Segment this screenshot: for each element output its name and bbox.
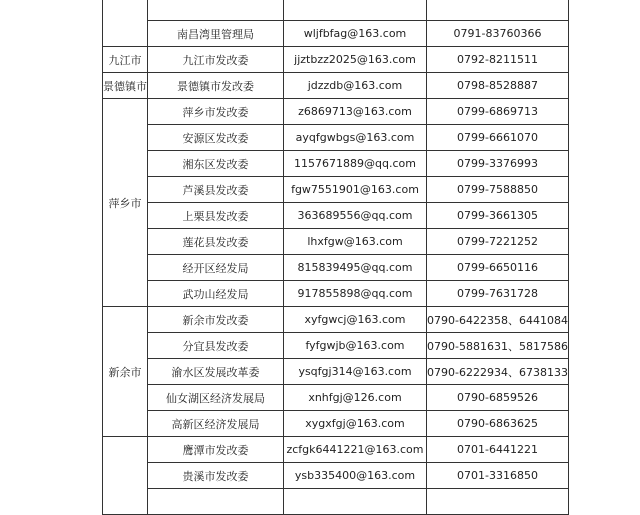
table-row	[103, 99, 569, 125]
table-row	[103, 125, 569, 151]
table-row	[103, 385, 569, 411]
table-row	[103, 229, 569, 255]
email-cell: 363689556@qq.com	[284, 203, 427, 229]
phone-cell: 0701-3316850	[427, 463, 569, 489]
table-row	[103, 463, 569, 489]
email-cell: jjztbzz2025@163.com	[284, 47, 427, 73]
phone-cell: 0790-6859526	[427, 385, 569, 411]
table-row	[103, 281, 569, 307]
department-cell: 安源区发改委	[148, 125, 284, 151]
phone-cell: 0790-6863625	[427, 411, 569, 437]
department-cell: 萍乡市发改委	[148, 99, 284, 125]
phone-cell: 0701-6441221	[427, 437, 569, 463]
table-row	[103, 255, 569, 281]
table-row	[103, 151, 569, 177]
department-cell	[148, 489, 284, 515]
phone-cell: 0799-6869713	[427, 99, 569, 125]
department-cell: 贵溪市发改委	[148, 463, 284, 489]
email-cell: fgw7551901@163.com	[284, 177, 427, 203]
phone-cell: 0790-5881631、5817586	[427, 333, 569, 359]
phone-cell: 0799-3661305	[427, 203, 569, 229]
table-row	[103, 47, 569, 73]
email-cell: xnhfgj@126.com	[284, 385, 427, 411]
department-cell: 湘东区发改委	[148, 151, 284, 177]
city-cell: 九江市	[103, 47, 148, 73]
department-cell: 经开区经发局	[148, 255, 284, 281]
department-cell	[148, 0, 284, 21]
phone-cell	[427, 489, 569, 515]
email-cell: wljfbfag@163.com	[284, 21, 427, 47]
phone-cell	[427, 0, 569, 21]
phone-cell: 0799-7221252	[427, 229, 569, 255]
email-cell: 917855898@qq.com	[284, 281, 427, 307]
department-cell: 分宜县发改委	[148, 333, 284, 359]
table-row	[103, 21, 569, 47]
email-cell: ysqfgj314@163.com	[284, 359, 427, 385]
email-cell: lhxfgw@163.com	[284, 229, 427, 255]
city-cell	[103, 0, 148, 47]
city-cell: 景德镇市	[103, 73, 148, 99]
department-cell: 渝水区发展改革委	[148, 359, 284, 385]
table-row	[103, 411, 569, 437]
department-cell: 鹰潭市发改委	[148, 437, 284, 463]
table-row	[103, 437, 569, 463]
phone-cell: 0791-83760366	[427, 21, 569, 47]
email-cell	[284, 0, 427, 21]
email-cell: xygxfgj@163.com	[284, 411, 427, 437]
department-cell: 莲花县发改委	[148, 229, 284, 255]
table-row	[103, 0, 569, 21]
city-cell: 新余市	[103, 307, 148, 437]
email-cell: zcfgk6441221@163.com	[284, 437, 427, 463]
phone-cell: 0792-8211511	[427, 47, 569, 73]
phone-cell: 0790-6422358、6441084	[427, 307, 569, 333]
department-cell: 九江市发改委	[148, 47, 284, 73]
contact-table-body	[103, 0, 569, 515]
department-cell: 景德镇市发改委	[148, 73, 284, 99]
phone-cell: 0798-8528887	[427, 73, 569, 99]
table-row	[103, 359, 569, 385]
city-cell: 萍乡市	[103, 99, 148, 307]
department-cell: 新余市发改委	[148, 307, 284, 333]
phone-cell: 0799-7588850	[427, 177, 569, 203]
department-cell: 南昌湾里管理局	[148, 21, 284, 47]
contact-table	[102, 0, 569, 515]
table-row	[103, 203, 569, 229]
city-cell	[103, 437, 148, 515]
email-cell: z6869713@163.com	[284, 99, 427, 125]
table-row	[103, 177, 569, 203]
table-row	[103, 73, 569, 99]
table-row	[103, 489, 569, 515]
phone-cell: 0790-6222934、6738133	[427, 359, 569, 385]
department-cell: 武功山经发局	[148, 281, 284, 307]
table-row	[103, 333, 569, 359]
email-cell	[284, 489, 427, 515]
department-cell: 芦溪县发改委	[148, 177, 284, 203]
table-row	[103, 307, 569, 333]
email-cell: 815839495@qq.com	[284, 255, 427, 281]
phone-cell: 0799-6661070	[427, 125, 569, 151]
email-cell: fyfgwjb@163.com	[284, 333, 427, 359]
phone-cell: 0799-7631728	[427, 281, 569, 307]
email-cell: ysb335400@163.com	[284, 463, 427, 489]
phone-cell: 0799-3376993	[427, 151, 569, 177]
email-cell: jdzzdb@163.com	[284, 73, 427, 99]
department-cell: 仙女湖区经济发展局	[148, 385, 284, 411]
email-cell: xyfgwcj@163.com	[284, 307, 427, 333]
department-cell: 高新区经济发展局	[148, 411, 284, 437]
email-cell: 1157671889@qq.com	[284, 151, 427, 177]
department-cell: 上栗县发改委	[148, 203, 284, 229]
phone-cell: 0799-6650116	[427, 255, 569, 281]
email-cell: ayqfgwbgs@163.com	[284, 125, 427, 151]
